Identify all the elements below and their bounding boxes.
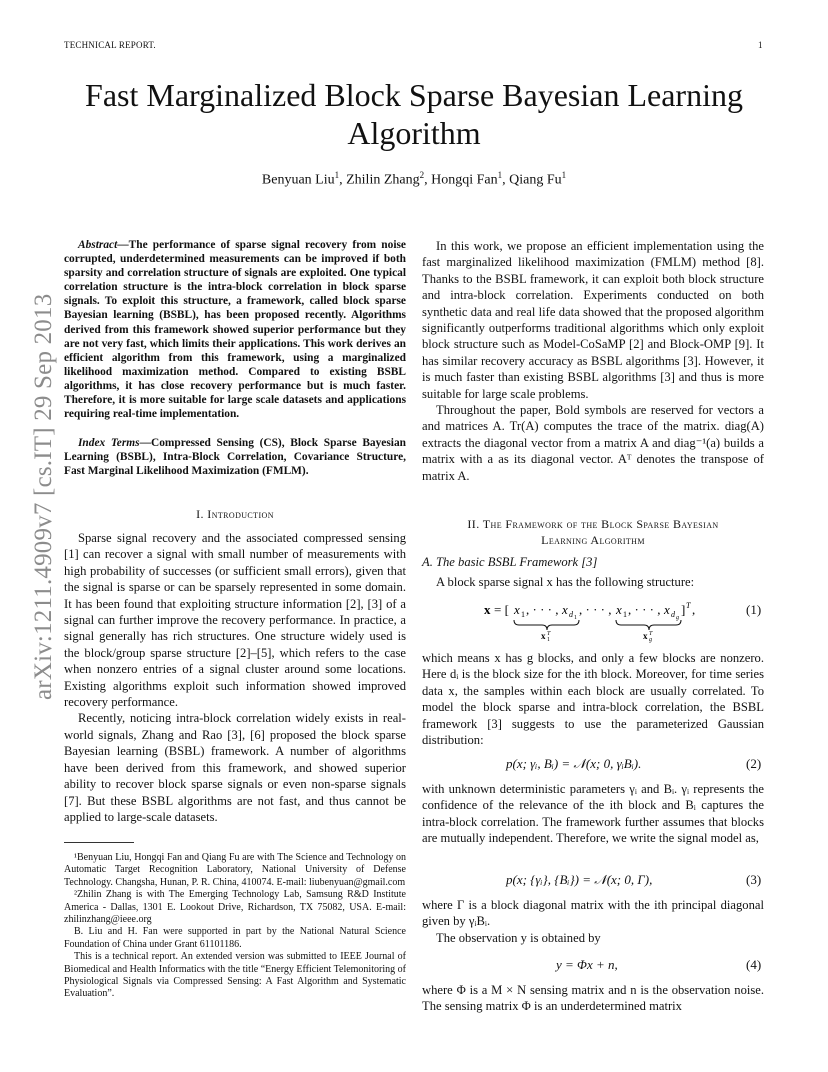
svg-text:1: 1: [623, 610, 627, 619]
running-header: TECHNICAL REPORT.: [64, 40, 156, 50]
intro-body: [64, 530, 406, 825]
footnote: This is a technical report. An extended version was submitted to IEEE Journal of Biomedical and Health Informatics with the title “Energy Efficient Telemonitoring of Physiological Signals via Compressed Sensing: A Fast Algorithm and Systematic Evaluation”.: [64, 951, 406, 1000]
subsection-heading: A. The basic BSBL Framework [3]: [422, 555, 598, 569]
svg-text:T: T: [649, 631, 653, 637]
footnote-rule: [64, 842, 134, 843]
svg-text:x: x: [664, 602, 670, 617]
equation-number: (1): [746, 602, 762, 617]
index-terms-label: Index Terms: [78, 437, 140, 449]
equation-3: p(x; {γᵢ}, {Bᵢ}) = 𝒩(x; 0, Γ),: [506, 872, 653, 887]
abstract: [64, 238, 406, 421]
svg-text:x: x: [484, 602, 491, 617]
svg-text:, · · · ,: , · · · ,: [526, 602, 559, 617]
paragraph: which means x has g blocks, and only a few blocks are nonzero. Here dᵢ is the block size for the ith block. Moreover, for time series data x, the samples within each block are usually correlated. To model the block sparse and intra-block correlation, the BSBL framework [3] suggests to use the parameterized Gaussian distribution:: [422, 651, 764, 748]
author-list: Benyuan Liu$^1$, Zhilin Zhang$^2$, Hongqi Fan$^1$, Qiang Fu$^1$: [261, 170, 567, 188]
svg-text:x: x: [514, 602, 520, 617]
paragraph: where Γ is a block diagonal matrix with the ith principal diagonal given by γᵢBᵢ. The observation y is obtained by: [422, 898, 764, 945]
paragraph: A block sparse signal x has the following structure:: [436, 575, 695, 589]
page-number: 1: [758, 40, 763, 50]
svg-text:,: ,: [692, 602, 696, 617]
equation-4: y = Φx + n,: [556, 957, 618, 972]
author: Qiang Fu: [509, 172, 562, 188]
svg-text:g: g: [649, 637, 652, 643]
abstract-label: Abstract: [78, 239, 118, 251]
svg-text:, · · · ,: , · · · ,: [628, 602, 661, 617]
author: Benyuan Liu: [261, 172, 335, 188]
svg-text:T: T: [547, 631, 551, 637]
svg-text:g: g: [676, 615, 679, 621]
right-intro: [422, 238, 764, 484]
svg-text:]: ]: [681, 602, 686, 617]
svg-text:T: T: [686, 601, 691, 610]
footnotes: [64, 852, 406, 1001]
svg-text:1: 1: [547, 637, 550, 643]
equation-1: [484, 600, 724, 643]
section-heading-framework: II. The Framework of the Block Sparse Bayesian Learning Algorithm: [467, 517, 719, 547]
equation-number: (2): [746, 756, 762, 771]
svg-text:x: x: [541, 631, 546, 641]
svg-text:= [: = [: [494, 602, 509, 617]
footnote: ¹Benyuan Liu, Hongqi Fan and Qiang Fu are with The Science and Technology on Automatic Target Recognition Laboratory, National University of Defense Technology. Changsha, Hunan, P. R. China, 410074. E-mail: liubenyuan@gmail.com: [64, 852, 406, 888]
abstract-text: —The performance of sparse signal recovery from noise corrupted, underdetermined measurements can be improved if both sparsity and correlation structure of signals are exploited. One typical correlation structure is the intra-block correlation in block sparse signals. To exploit this structure, a framework, called block sparse Bayesian learning (BSBL), has been proposed recently. Algorithms derived from this framework showed superior performance but they are not very fast, which limits their applications. This work derives an efficient algorithm from this framework, using a marginalized likelihood maximization method. Compared to existing BSBL algorithms, it has close recovery performance but is much faster. Therefore, it is more suitable for large scale datasets and applications requiring real-time implementation.: [64, 239, 406, 421]
paragraph: Recently, noticing intra-block correlation widely exists in real-world signals, Zhang and Rao [3], [6] proposed the block sparse Bayesian learning (BSBL) framework. A number of algorithms have been derived from this framework, and showed superior ability to recover block sparse signals or even non-sparse signals [7]. But these BSBL algorithms are not fast, and thus cannot be applied to large-scale datasets.: [64, 711, 406, 824]
footnote: B. Liu and H. Fan were supported in part by the National Natural Science Foundation of China under Grant 61101186.: [64, 926, 406, 950]
arxiv-stamp[interactable]: arXiv:1211.4909v7 [cs.IT] 29 Sep 2013: [30, 293, 57, 700]
svg-text:1: 1: [521, 610, 525, 619]
paragraph: In this work, we propose an efficient implementation using the fast marginalized likelihood maximization (FMLM) method [8]. Thanks to the BSBL framework, it can exploit both block structure and intra-block correlation. Experiments conducted on both synthetic data and real life data showed that the proposed algorithm significantly outperforms traditional algorithms which only exploit block structure such as Model-CoSaMP [2] and Block-OMP [9]. It has similar recovery accuracy as BSBL algorithms [3]. However, it is much faster than existing BSBL algorithms [3] and thus is more suitable for large scale problems.: [422, 239, 764, 401]
equation-1-graphic: [484, 600, 724, 643]
paragraph: where Φ is a M × N sensing matrix and n is the observation noise. The sensing matrix Φ is an underdetermined matrix: [422, 983, 764, 1014]
equation-number: (4): [746, 957, 762, 972]
svg-text:, · · · ,: , · · · ,: [579, 602, 612, 617]
section-heading-intro: I. Introduction: [196, 507, 274, 521]
footnote: ²Zhilin Zhang is with The Emerging Technology Lab, Samsung R&D Institute America - Dallas, 1301 E. Lookout Drive, Richardson, TX 75082, USA. E-mail: zhilinzhang@ieee.org: [64, 889, 406, 926]
svg-text:x: x: [562, 602, 568, 617]
svg-text:x: x: [643, 631, 648, 641]
svg-text:d: d: [569, 610, 573, 619]
index-terms: [64, 436, 406, 478]
paragraph: Throughout the paper, Bold symbols are reserved for vectors a and matrices A. Tr(A) computes the trace of the matrix. diag(A) extracts the diagonal vector from a matrix A and diag⁻¹(a) builds a matrix with a as its diagonal vector. Aᵀ denotes the transpose of matrix A.: [422, 403, 764, 483]
author: Hongqi Fan: [431, 172, 498, 188]
equation-2: p(x; γᵢ, Bᵢ) = 𝒩(x; 0, γᵢBᵢ).: [506, 756, 642, 771]
paragraph: with unknown deterministic parameters γᵢ and Bᵢ. γᵢ represents the confidence of the relevance of the ith block and Bᵢ captures the intra-block correlation. The framework further assumes that blocks are mutually independent. Therefore, we write the signal model as,: [422, 782, 764, 846]
svg-text:x: x: [616, 602, 622, 617]
author: Zhilin Zhang: [346, 172, 420, 188]
svg-text:1: 1: [574, 615, 577, 621]
paragraph: Sparse signal recovery and the associated compressed sensing [1] can recover a signal with small number of measurements with high probability of successes (or sufficient small errors), given that the signal is sparse or can be sparsely represented in some domain. It has been found that exploiting structure information [2], [3] of a signal can further improve the recovery performance. In practice, a signal generally has rich structures. One structure widely used is the block/group sparse structure [2]–[5], which refers to the case when nonzero entries of a signal cluster around some locations. Existing algorithms exploit such information showed improved recovery performance.: [64, 531, 406, 710]
svg-text:d: d: [671, 610, 675, 619]
paper-title: Fast Marginalized Block Sparse Bayesian Learning Algorithm: [85, 77, 743, 151]
index-terms-text: —Compressed Sensing (CS), Block Sparse Bayesian Learning (BSBL), Intra-Block Correlation, Covariance Structure, Fast Marginal Likelihood Maximization (FMLM).: [64, 437, 406, 478]
equation-number: (3): [746, 872, 762, 887]
